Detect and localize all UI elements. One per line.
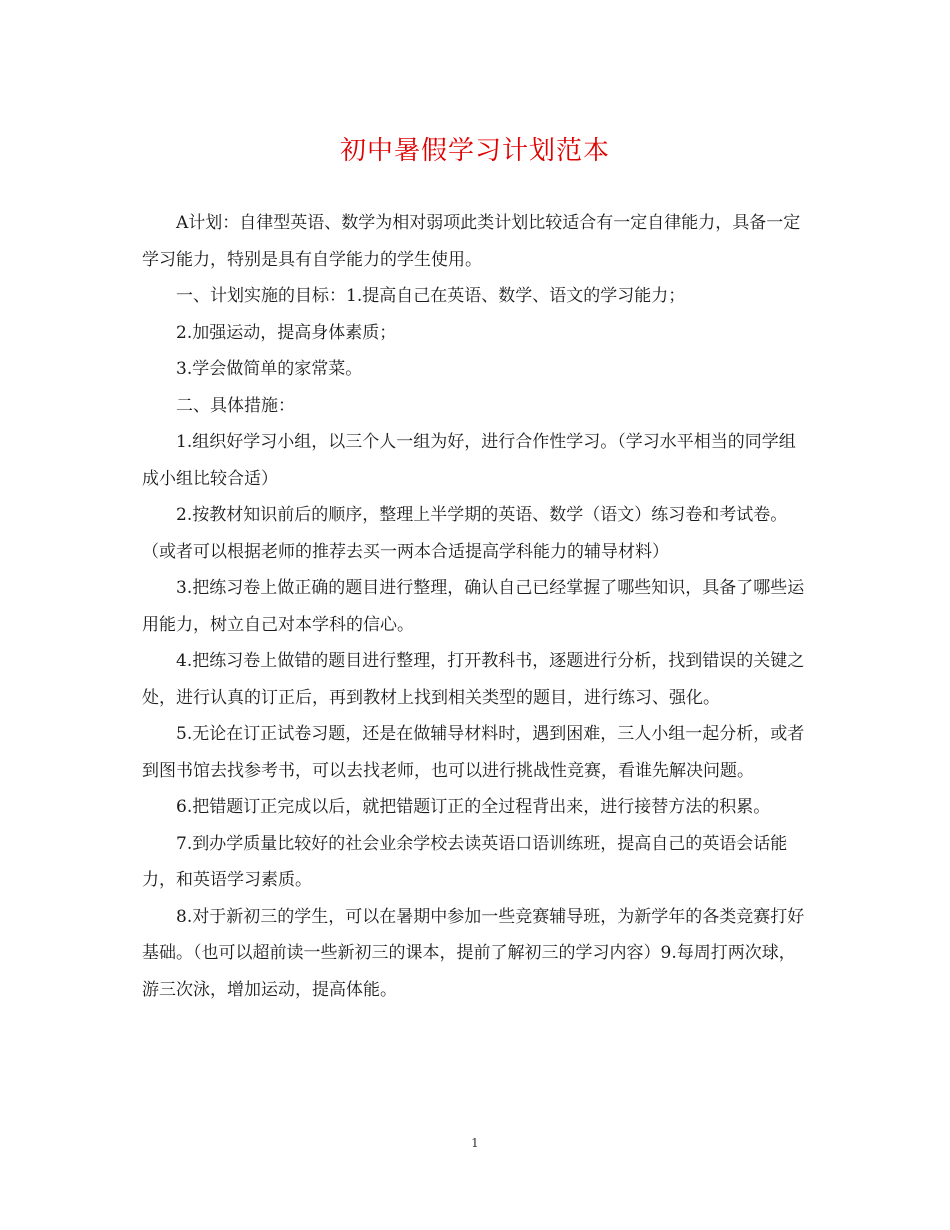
paragraph-measures-heading: 二、具体措施： <box>176 395 295 416</box>
paragraph-measure-4: 4.把练习卷上做错的题目进行整理，打开教科书，逐题进行分析，找到错误的关键之处，进行认真的订正后，再到教材上找到相关类型的题目，进行练习、强化。 <box>142 651 805 708</box>
paragraph-measure-1: 1.组织好学习小组，以三个人一组为好，进行合作性学习。（学习水平相当的同学组成小组比较合适） <box>142 432 796 489</box>
paragraph-goal-2: 2.加强运动，提高身体素质； <box>176 322 397 343</box>
page-number: 1 <box>471 1136 479 1150</box>
paragraph-measure-5: 5.无论在订正试卷习题，还是在做辅导材料时，遇到困难，三人小组一起分析，或者到图书馆去找参考书，可以去找老师，也可以进行挑战性竞赛，看谁先解决问题。 <box>142 724 805 781</box>
document-body <box>142 205 810 1008</box>
paragraph-goals-heading: 一、计划实施的目标：1.提高自己在英语、数学、语文的学习能力； <box>176 286 686 306</box>
paragraph-measure-7: 7.到办学质量比较好的社会业余学校去读英语口语训练班，提高自己的英语会话能力，和英语学习素质。 <box>142 833 788 890</box>
paragraph-measure-2: 2.按教材知识前后的顺序，整理上半学期的英语、数学（语文）练习卷和考试卷。（或者可以根据老师的推荐去买一两本合适提高学科能力的辅导材料） <box>142 505 788 562</box>
paragraph-measure-6: 6.把错题订正完成以后，就把错题订正的全过程背出来，进行接替方法的积累。 <box>176 797 771 817</box>
paragraph-goal-3: 3.学会做简单的家常菜。 <box>176 359 363 379</box>
document-title: 初中暑假学习计划范本 <box>339 136 610 166</box>
paragraph-measure-3: 3.把练习卷上做正确的题目进行整理，确认自己已经掌握了哪些知识，具备了哪些运用能力，树立自己对本学科的信心。 <box>142 578 805 635</box>
paragraph-plan-a: A计划：自律型英语、数学为相对弱项此类计划比较适合有一定自律能力，具备一定学习能力，特别是具有自学能力的学生使用。 <box>142 213 801 270</box>
paragraph-measure-8-9: 8.对于新初三的学生，可以在暑期中参加一些竞赛辅导班，为新学年的各类竞赛打好基础。（也可以超前读一些新初三的课本，提前了解初三的学习内容）9.每周打两次球，游三次泳，增加运动，提高体能。 <box>142 906 805 1000</box>
